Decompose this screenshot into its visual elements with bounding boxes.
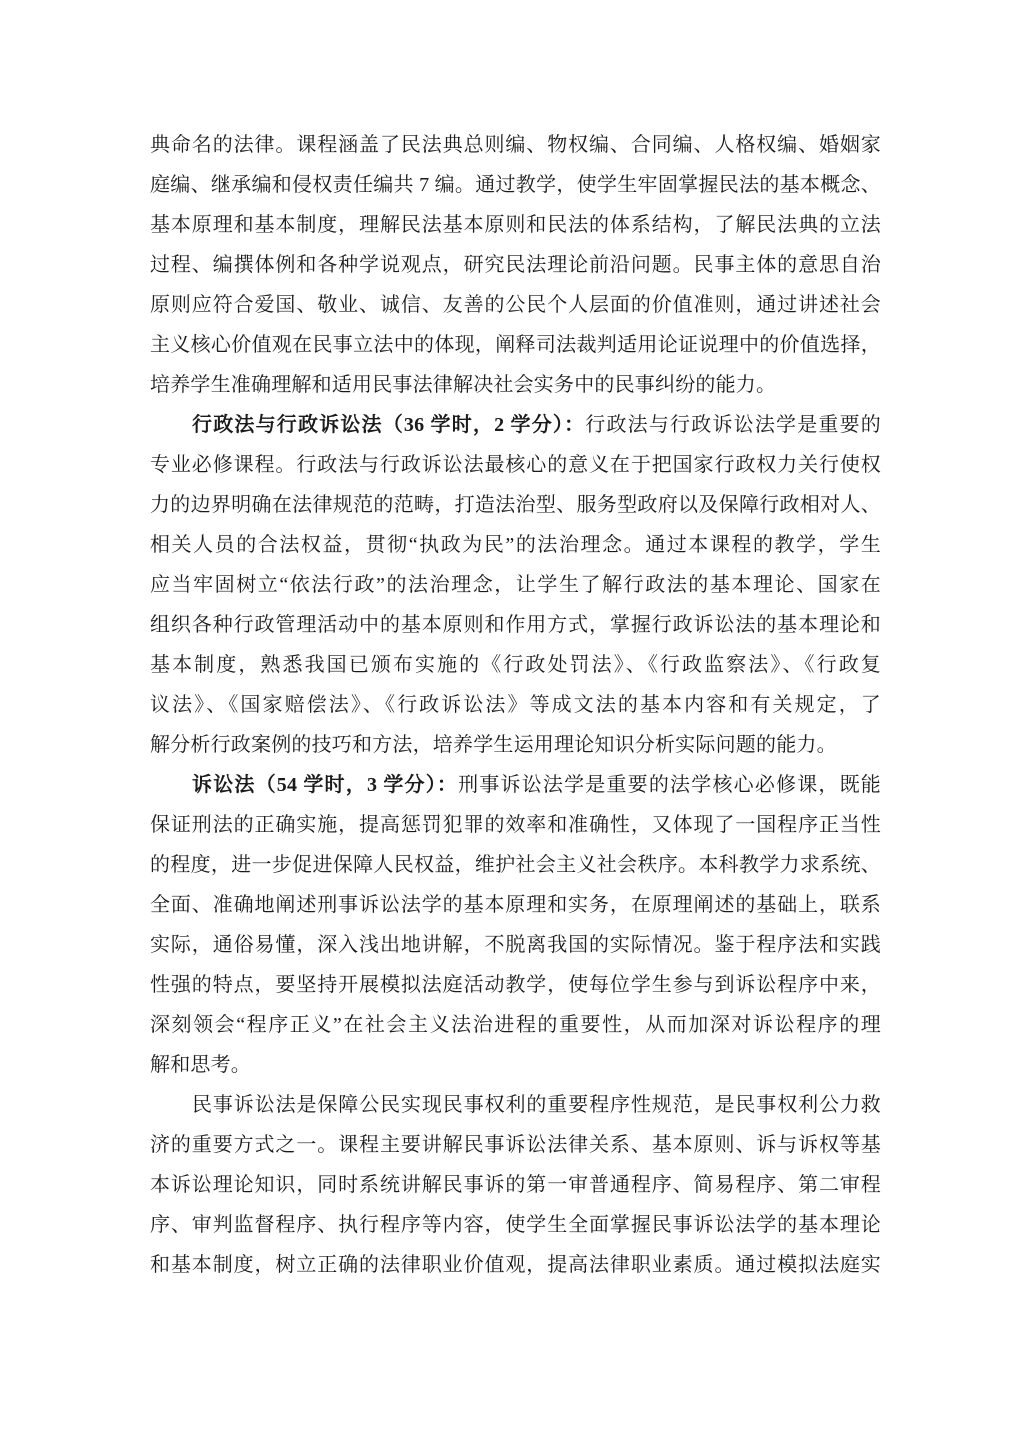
text-line [150, 365, 881, 405]
line-text: 和基本制度，树立正确的法律职业价值观，提高法律职业素质。通过模拟法庭实 [150, 1254, 881, 1276]
civil-procedure-paragraph [150, 1085, 881, 1285]
line-text: 相关人员的合法权益，贯彻“执政为民”的法治理念。通过本课程的教学，学生 [150, 534, 881, 556]
text-line [150, 725, 881, 765]
text-line [150, 525, 881, 565]
line-text: 原则应符合爱国、敬业、诚信、友善的公民个人层面的价值准则，通过讲述社会 [150, 294, 881, 316]
text-line [150, 565, 881, 605]
text-line [150, 845, 881, 885]
line-text: 序、审判监督程序、执行程序等内容，使学生全面掌握民事诉讼法学的基本理论 [150, 1214, 881, 1236]
document-content [150, 125, 881, 1285]
text-line [150, 485, 881, 525]
line-text: 性强的特点，要坚持开展模拟法庭活动教学，使每位学生参与到诉讼程序中来， [150, 974, 881, 996]
text-line [150, 1005, 881, 1045]
procedure-law-paragraph [150, 765, 881, 1085]
line-text: 庭编、继承编和侵权责任编共 7 编。通过教学，使学生牢固掌握民法的基本概念、 [150, 174, 881, 196]
text-line [150, 645, 881, 685]
administrative-law-paragraph [150, 405, 881, 765]
text-line [150, 285, 881, 325]
text-line [150, 1165, 881, 1205]
text-line [150, 245, 881, 285]
line-text: 基本原理和基本制度，理解民法基本原则和民法的体系结构，了解民法典的立法 [150, 214, 881, 236]
text-line [150, 1125, 881, 1165]
line-text: 过程、编撰体例和各种学说观点，研究民法理论前沿问题。民事主体的意思自治 [150, 254, 881, 276]
text-line [150, 925, 881, 965]
text-line [150, 1245, 881, 1285]
text-line [150, 765, 881, 805]
text-line [150, 885, 881, 925]
line-text: 培养学生准确理解和适用民事法律解决社会实务中的民事纠纷的能力。 [150, 374, 777, 396]
line-text: 专业必修课程。行政法与行政诉讼法最核心的意义在于把国家行政权力关行使权 [150, 454, 881, 476]
line-text: 保证刑法的正确实施，提高惩罚犯罪的效率和准确性，又体现了一国程序正当性 [150, 814, 881, 836]
text-line [150, 1045, 881, 1085]
text-line [150, 1205, 881, 1245]
line-text: 全面、准确地阐述刑事诉讼法学的基本原理和实务，在原理阐述的基础上，联系 [150, 894, 881, 916]
text-line [150, 1085, 881, 1125]
text-line [150, 165, 881, 205]
course-heading: 行政法与行政诉讼法（36 学时，2 学分）： [192, 414, 586, 436]
line-text: 刑事诉讼法学是重要的法学核心必修课，既能 [458, 774, 882, 796]
line-text: 应当牢固树立“依法行政”的法治理念，让学生了解行政法的基本理论、国家在 [150, 574, 881, 596]
line-text: 本诉讼理论知识，同时系统讲解民事诉的第一审普通程序、简易程序、第二审程 [150, 1174, 881, 1196]
line-text: 行政法与行政诉讼法学是重要的 [585, 414, 881, 436]
line-text: 民事诉讼法是保障公民实现民事权利的重要程序性规范，是民事权利公力救 [192, 1094, 881, 1116]
text-line [150, 685, 881, 725]
text-line [150, 445, 881, 485]
line-text: 议法》、《国家赔偿法》、《行政诉讼法》等成文法的基本内容和有关规定，了 [150, 694, 881, 716]
line-text: 实际，通俗易懂，深入浅出地讲解，不脱离我国的实际情况。鉴于程序法和实践 [150, 934, 881, 956]
line-text: 力的边界明确在法律规范的范畴，打造法治型、服务型政府以及保障行政相对人、 [150, 494, 881, 516]
text-line [150, 805, 881, 845]
line-text: 深刻领会“程序正义”在社会主义法治进程的重要性，从而加深对诉讼程序的理 [150, 1014, 881, 1036]
line-text: 主义核心价值观在民事立法中的体现，阐释司法裁判适用论证说理中的价值选择， [150, 334, 881, 356]
line-text: 基本制度，熟悉我国已颁布实施的《行政处罚法》、《行政监察法》、《行政复 [150, 654, 881, 676]
text-line [150, 325, 881, 365]
text-line [150, 205, 881, 245]
line-text: 解分析行政案例的技巧和方法，培养学生运用理论知识分析实际问题的能力。 [150, 734, 837, 756]
line-text: 解和思考。 [150, 1054, 251, 1076]
line-text: 济的重要方式之一。课程主要讲解民事诉讼法律关系、基本原则、诉与诉权等基 [150, 1134, 881, 1156]
text-line [150, 605, 881, 645]
line-text: 组织各种行政管理活动中的基本原则和作用方式，掌握行政诉讼法的基本理论和 [150, 614, 881, 636]
line-text: 典命名的法律。课程涵盖了民法典总则编、物权编、合同编、人格权编、婚姻家 [150, 134, 881, 156]
course-heading: 诉讼法（54 学时，3 学分）： [192, 774, 459, 796]
civil-law-paragraph-continued [150, 125, 881, 405]
text-line [150, 125, 881, 165]
text-line [150, 405, 881, 445]
line-text: 的程度，进一步促进保障人民权益，维护社会主义社会秩序。本科教学力求系统、 [150, 854, 881, 876]
text-line [150, 965, 881, 1005]
